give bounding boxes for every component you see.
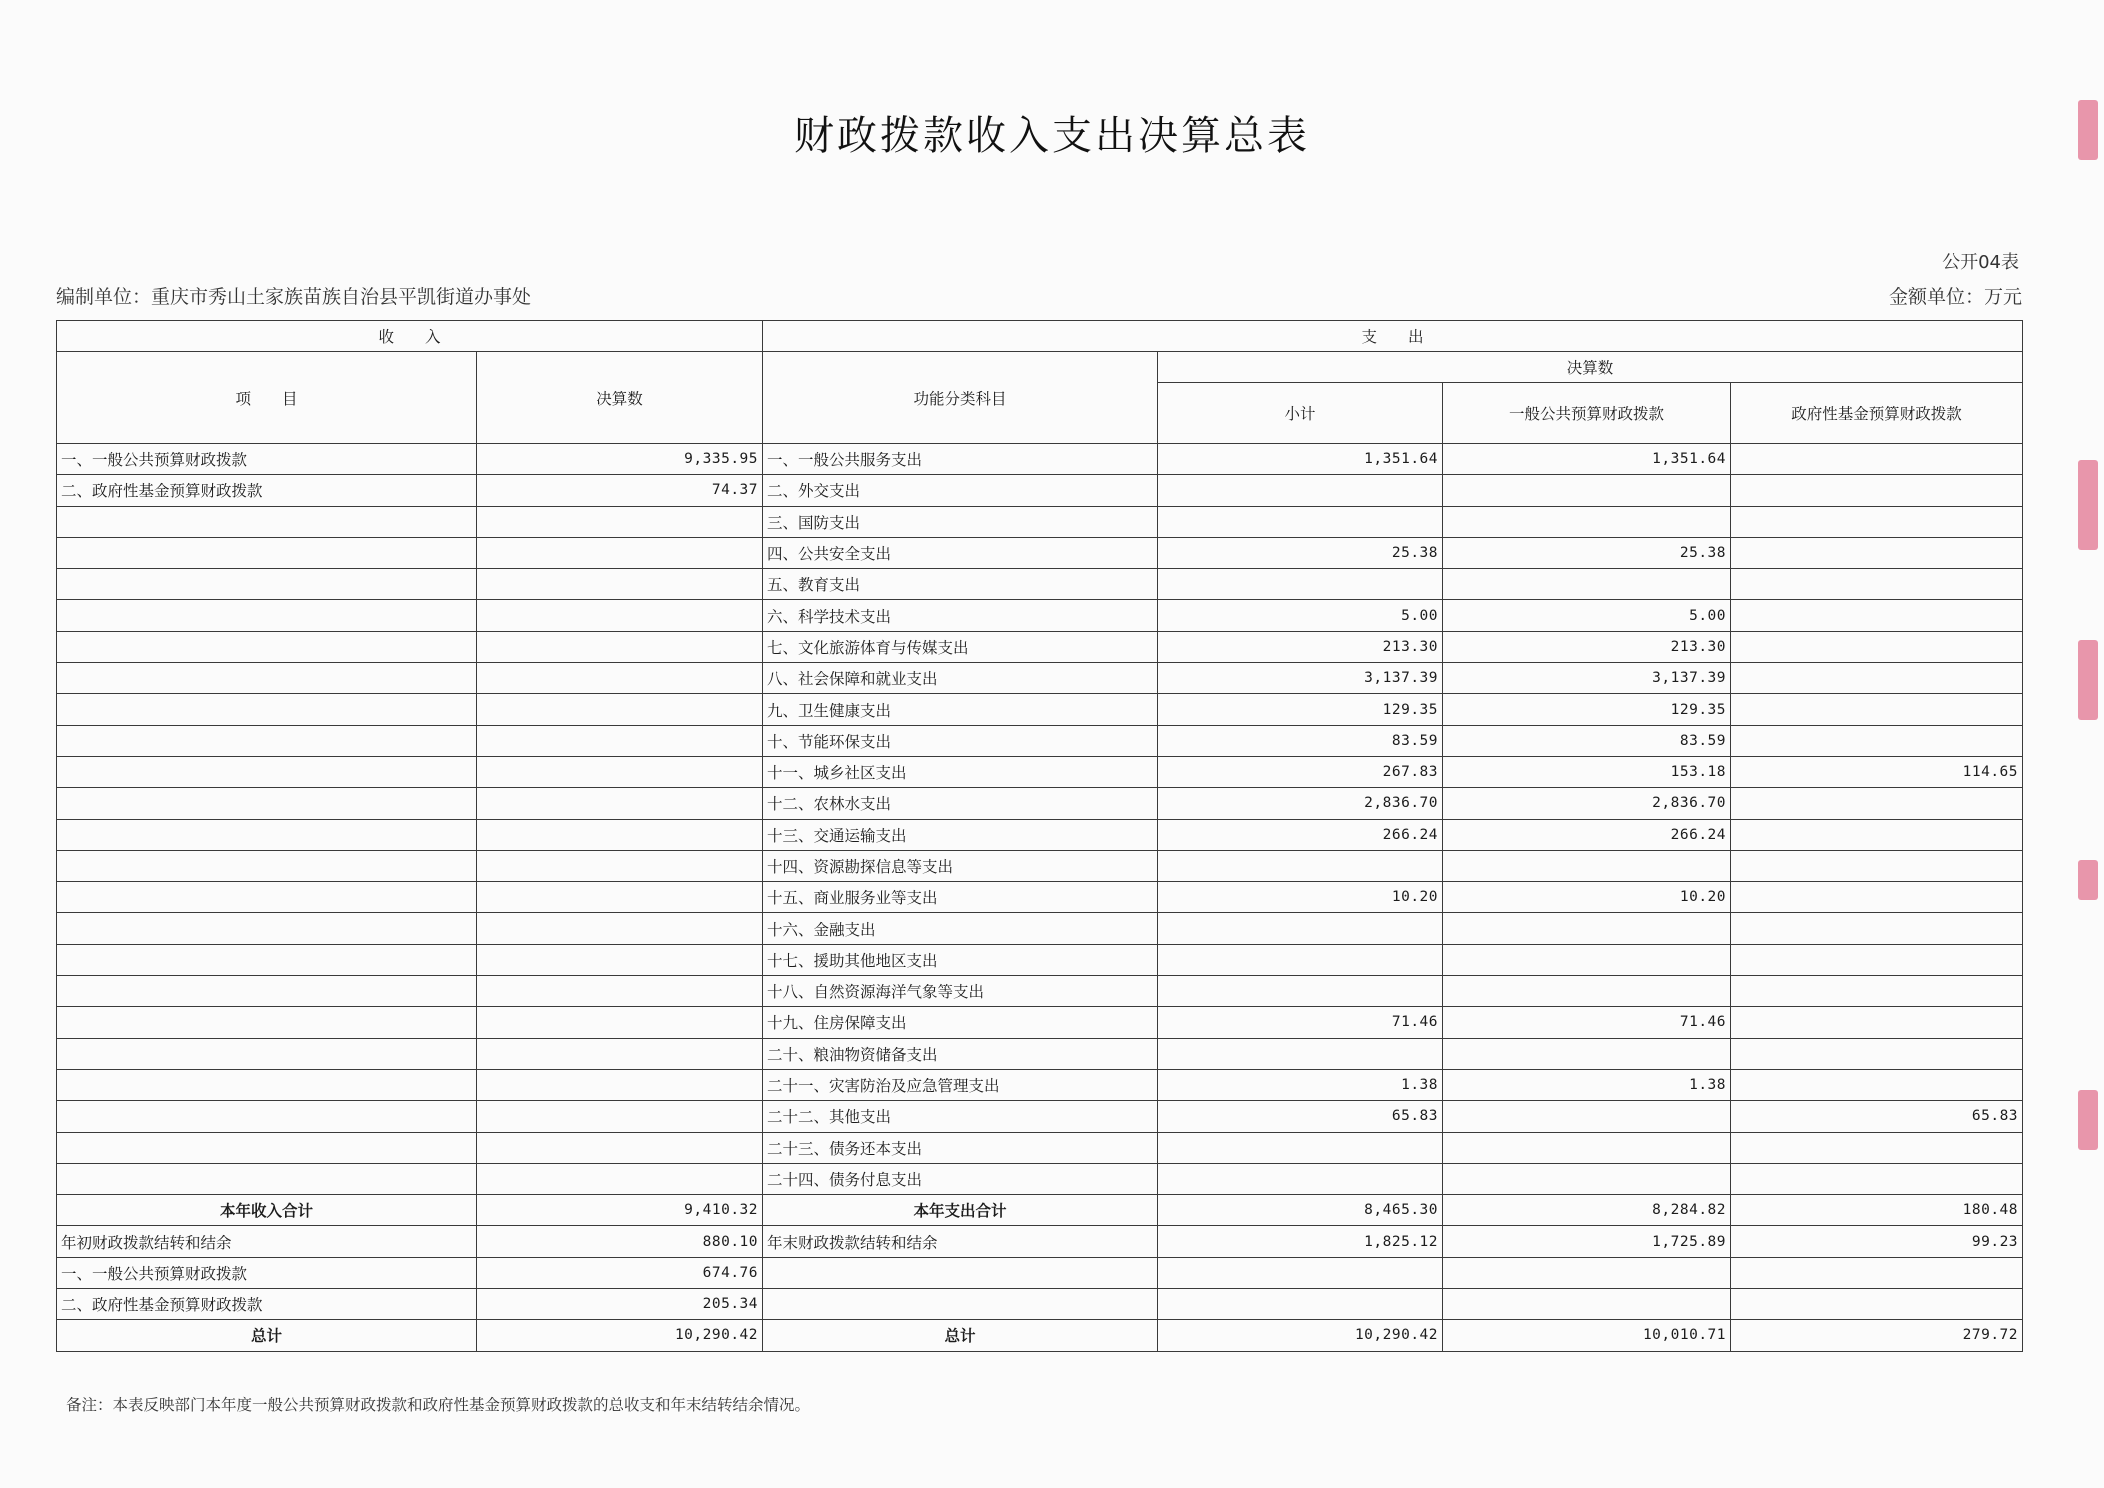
expense-item-cell: 二十二、其他支出 bbox=[763, 1101, 1158, 1132]
general-budget-cell: 5.00 bbox=[1443, 600, 1731, 631]
gov-fund-cell bbox=[1731, 569, 2023, 600]
general-budget-cell: 129.35 bbox=[1443, 694, 1731, 725]
general-budget-cell bbox=[1443, 1101, 1731, 1132]
income-value-cell bbox=[477, 1101, 763, 1132]
gov-fund-cell bbox=[1731, 1132, 2023, 1163]
income-value-cell bbox=[477, 976, 763, 1007]
income-item-cell bbox=[57, 1007, 477, 1038]
income-value-cell bbox=[477, 882, 763, 913]
subtotal-cell: 8,465.30 bbox=[1158, 1195, 1443, 1226]
income-item-cell: 一、一般公共预算财政拨款 bbox=[57, 1257, 477, 1288]
table-row bbox=[57, 850, 2023, 881]
income-value-cell bbox=[477, 506, 763, 537]
table-row bbox=[57, 1101, 2023, 1132]
general-budget-cell: 25.38 bbox=[1443, 537, 1731, 568]
income-item-cell bbox=[57, 663, 477, 694]
table-row bbox=[57, 788, 2023, 819]
income-item-cell bbox=[57, 882, 477, 913]
subtotal-cell bbox=[1158, 976, 1443, 1007]
income-value-cell bbox=[477, 913, 763, 944]
expense-item-cell: 二、外交支出 bbox=[763, 475, 1158, 506]
general-budget-cell bbox=[1443, 976, 1731, 1007]
subtotal-cell bbox=[1158, 506, 1443, 537]
gov-fund-cell bbox=[1731, 631, 2023, 662]
income-item-cell bbox=[57, 788, 477, 819]
general-budget-cell bbox=[1443, 1038, 1731, 1069]
stamp-mark bbox=[2078, 640, 2098, 720]
income-value-cell bbox=[477, 631, 763, 662]
general-budget-cell bbox=[1443, 1257, 1731, 1288]
gov-fund-cell bbox=[1731, 725, 2023, 756]
general-budget-cell: 8,284.82 bbox=[1443, 1195, 1731, 1226]
subtotal-cell: 10,290.42 bbox=[1158, 1320, 1443, 1351]
general-budget-cell: 213.30 bbox=[1443, 631, 1731, 662]
income-value-cell: 9,335.95 bbox=[477, 444, 763, 475]
subtotal-cell: 10.20 bbox=[1158, 882, 1443, 913]
footnote: 备注：本表反映部门本年度一般公共预算财政拨款和政府性基金预算财政拨款的总收支和年末结转结余情况。 bbox=[66, 1396, 811, 1414]
gov-fund-cell: 180.48 bbox=[1731, 1195, 2023, 1226]
income-item-cell: 年初财政拨款结转和结余 bbox=[57, 1226, 477, 1257]
gov-fund-cell bbox=[1731, 819, 2023, 850]
stamp-mark bbox=[2078, 460, 2098, 550]
expense-item-cell: 十一、城乡社区支出 bbox=[763, 756, 1158, 787]
income-value-cell: 10,290.42 bbox=[477, 1320, 763, 1351]
general-budget-cell: 1.38 bbox=[1443, 1069, 1731, 1100]
subtotal-cell: 65.83 bbox=[1158, 1101, 1443, 1132]
income-value-cell bbox=[477, 663, 763, 694]
subtotal-cell: 266.24 bbox=[1158, 819, 1443, 850]
income-item-cell bbox=[57, 1132, 477, 1163]
income-item-cell: 二、政府性基金预算财政拨款 bbox=[57, 1289, 477, 1320]
gov-fund-cell bbox=[1731, 850, 2023, 881]
table-row bbox=[57, 1226, 2023, 1257]
subtotal-cell: 2,836.70 bbox=[1158, 788, 1443, 819]
gov-fund-cell bbox=[1731, 600, 2023, 631]
income-item-cell bbox=[57, 1038, 477, 1069]
income-value-cell bbox=[477, 944, 763, 975]
gov-fund-cell bbox=[1731, 663, 2023, 694]
gov-fund-cell bbox=[1731, 913, 2023, 944]
subtotal-cell: 1,351.64 bbox=[1158, 444, 1443, 475]
amount-unit: 金额单位：万元 bbox=[1888, 286, 2022, 308]
subtotal-cell: 1.38 bbox=[1158, 1069, 1443, 1100]
final-amount-header: 决算数 bbox=[477, 352, 763, 444]
income-item-cell bbox=[57, 694, 477, 725]
income-value-cell bbox=[477, 1007, 763, 1038]
table-row bbox=[57, 944, 2023, 975]
table-row bbox=[57, 725, 2023, 756]
gov-fund-cell bbox=[1731, 1038, 2023, 1069]
gov-fund-cell bbox=[1731, 506, 2023, 537]
general-budget-cell: 153.18 bbox=[1443, 756, 1731, 787]
income-item-cell bbox=[57, 506, 477, 537]
general-budget-cell: 3,137.39 bbox=[1443, 663, 1731, 694]
total-row bbox=[57, 1195, 2023, 1226]
subtotal-cell bbox=[1158, 913, 1443, 944]
expense-item-cell: 三、国防支出 bbox=[763, 506, 1158, 537]
general-budget-cell: 83.59 bbox=[1443, 725, 1731, 756]
subtotal-cell: 5.00 bbox=[1158, 600, 1443, 631]
expense-item-cell: 十三、交通运输支出 bbox=[763, 819, 1158, 850]
income-value-cell: 9,410.32 bbox=[477, 1195, 763, 1226]
table-row bbox=[57, 1132, 2023, 1163]
subtotal-cell: 71.46 bbox=[1158, 1007, 1443, 1038]
income-value-cell bbox=[477, 694, 763, 725]
general-budget-header: 一般公共预算财政拨款 bbox=[1443, 383, 1731, 444]
income-item-cell bbox=[57, 725, 477, 756]
subtotal-cell bbox=[1158, 1257, 1443, 1288]
general-budget-cell bbox=[1443, 850, 1731, 881]
gov-fund-header: 政府性基金预算财政拨款 bbox=[1731, 383, 2023, 444]
expense-item-cell: 十九、住房保障支出 bbox=[763, 1007, 1158, 1038]
table-row bbox=[57, 694, 2023, 725]
expense-item-cell: 十四、资源勘探信息等支出 bbox=[763, 850, 1158, 881]
gov-fund-cell bbox=[1731, 537, 2023, 568]
subtotal-cell bbox=[1158, 1289, 1443, 1320]
expense-item-cell: 本年支出合计 bbox=[763, 1195, 1158, 1226]
income-value-cell bbox=[477, 1163, 763, 1194]
table-row bbox=[57, 1069, 2023, 1100]
table-row bbox=[57, 976, 2023, 1007]
table-row bbox=[57, 663, 2023, 694]
income-item-cell: 一、一般公共预算财政拨款 bbox=[57, 444, 477, 475]
general-budget-cell bbox=[1443, 913, 1731, 944]
gov-fund-cell bbox=[1731, 1289, 2023, 1320]
subtotal-cell: 3,137.39 bbox=[1158, 663, 1443, 694]
expense-item-cell: 七、文化旅游体育与传媒支出 bbox=[763, 631, 1158, 662]
expense-header: 支 出 bbox=[763, 321, 2023, 352]
income-item-cell bbox=[57, 756, 477, 787]
table-row bbox=[57, 819, 2023, 850]
table-row bbox=[57, 537, 2023, 568]
income-value-cell bbox=[477, 819, 763, 850]
income-item-cell bbox=[57, 1163, 477, 1194]
income-value-cell bbox=[477, 1069, 763, 1100]
expense-item-cell bbox=[763, 1257, 1158, 1288]
expense-item-cell: 六、科学技术支出 bbox=[763, 600, 1158, 631]
table-row bbox=[57, 444, 2023, 475]
expense-final-header: 决算数 bbox=[1158, 352, 2023, 383]
income-item-cell bbox=[57, 976, 477, 1007]
compiling-unit: 编制单位：重庆市秀山土家族苗族自治县平凯街道办事处 bbox=[56, 286, 532, 308]
expense-item-cell: 十、节能环保支出 bbox=[763, 725, 1158, 756]
income-value-cell bbox=[477, 756, 763, 787]
table-row bbox=[57, 913, 2023, 944]
general-budget-cell: 71.46 bbox=[1443, 1007, 1731, 1038]
gov-fund-cell bbox=[1731, 882, 2023, 913]
income-item-cell bbox=[57, 537, 477, 568]
expense-item-cell: 二十一、灾害防治及应急管理支出 bbox=[763, 1069, 1158, 1100]
subtotal-cell bbox=[1158, 1132, 1443, 1163]
income-item-cell bbox=[57, 631, 477, 662]
expense-item-cell: 九、卫生健康支出 bbox=[763, 694, 1158, 725]
table-row bbox=[57, 1038, 2023, 1069]
general-budget-cell: 2,836.70 bbox=[1443, 788, 1731, 819]
general-budget-cell: 10,010.71 bbox=[1443, 1320, 1731, 1351]
income-value-cell: 880.10 bbox=[477, 1226, 763, 1257]
income-value-cell bbox=[477, 725, 763, 756]
subtotal-cell: 1,825.12 bbox=[1158, 1226, 1443, 1257]
income-item-cell bbox=[57, 819, 477, 850]
subtotal-cell: 267.83 bbox=[1158, 756, 1443, 787]
general-budget-cell bbox=[1443, 1289, 1731, 1320]
table-row bbox=[57, 756, 2023, 787]
income-item-cell bbox=[57, 944, 477, 975]
general-budget-cell: 266.24 bbox=[1443, 819, 1731, 850]
subtotal-cell: 83.59 bbox=[1158, 725, 1443, 756]
gov-fund-cell: 99.23 bbox=[1731, 1226, 2023, 1257]
income-item-cell bbox=[57, 1069, 477, 1100]
subtotal-cell bbox=[1158, 850, 1443, 881]
income-item-cell bbox=[57, 569, 477, 600]
subtotal-header: 小计 bbox=[1158, 383, 1443, 444]
income-value-cell: 674.76 bbox=[477, 1257, 763, 1288]
stamp-mark bbox=[2078, 100, 2098, 160]
general-budget-cell bbox=[1443, 506, 1731, 537]
expense-item-cell: 五、教育支出 bbox=[763, 569, 1158, 600]
gov-fund-cell bbox=[1731, 444, 2023, 475]
table-row bbox=[57, 1257, 2023, 1288]
gov-fund-cell bbox=[1731, 694, 2023, 725]
income-value-cell: 205.34 bbox=[477, 1289, 763, 1320]
income-header: 收 入 bbox=[57, 321, 763, 352]
header-row-2 bbox=[57, 352, 2023, 383]
table-row bbox=[57, 600, 2023, 631]
income-value-cell bbox=[477, 600, 763, 631]
general-budget-cell bbox=[1443, 944, 1731, 975]
expense-item-cell: 年末财政拨款结转和结余 bbox=[763, 1226, 1158, 1257]
expense-item-cell: 总计 bbox=[763, 1320, 1158, 1351]
fiscal-appropriation-table bbox=[56, 320, 2023, 1352]
income-item-cell: 本年收入合计 bbox=[57, 1195, 477, 1226]
gov-fund-cell bbox=[1731, 944, 2023, 975]
general-budget-cell bbox=[1443, 475, 1731, 506]
income-value-cell: 74.37 bbox=[477, 475, 763, 506]
stamp-mark bbox=[2078, 1090, 2098, 1150]
table-row bbox=[57, 882, 2023, 913]
subtotal-cell bbox=[1158, 475, 1443, 506]
expense-item-cell bbox=[763, 1289, 1158, 1320]
income-value-cell bbox=[477, 1038, 763, 1069]
expense-item-cell: 二十四、债务付息支出 bbox=[763, 1163, 1158, 1194]
expense-item-cell: 十五、商业服务业等支出 bbox=[763, 882, 1158, 913]
general-budget-cell bbox=[1443, 569, 1731, 600]
gov-fund-cell bbox=[1731, 1007, 2023, 1038]
gov-fund-cell bbox=[1731, 976, 2023, 1007]
gov-fund-cell bbox=[1731, 1163, 2023, 1194]
gov-fund-cell: 114.65 bbox=[1731, 756, 2023, 787]
general-budget-cell: 1,725.89 bbox=[1443, 1226, 1731, 1257]
expense-item-cell: 十二、农林水支出 bbox=[763, 788, 1158, 819]
income-item-cell bbox=[57, 850, 477, 881]
form-code: 公开04表 bbox=[1942, 252, 2019, 273]
subtotal-cell bbox=[1158, 569, 1443, 600]
income-item-cell bbox=[57, 913, 477, 944]
item-header: 项 目 bbox=[57, 352, 477, 444]
expense-item-cell: 一、一般公共服务支出 bbox=[763, 444, 1158, 475]
page-title: 财政拨款收入支出决算总表 bbox=[794, 113, 1310, 159]
income-value-cell bbox=[477, 537, 763, 568]
expense-item-cell: 二十三、债务还本支出 bbox=[763, 1132, 1158, 1163]
income-value-cell bbox=[477, 1132, 763, 1163]
subtotal-cell bbox=[1158, 1163, 1443, 1194]
gov-fund-cell bbox=[1731, 1257, 2023, 1288]
general-budget-cell: 1,351.64 bbox=[1443, 444, 1731, 475]
general-budget-cell bbox=[1443, 1163, 1731, 1194]
table-row bbox=[57, 475, 2023, 506]
subtotal-cell: 213.30 bbox=[1158, 631, 1443, 662]
stamp-mark bbox=[2078, 860, 2098, 900]
function-subject-header: 功能分类科目 bbox=[763, 352, 1158, 444]
expense-item-cell: 十七、援助其他地区支出 bbox=[763, 944, 1158, 975]
income-item-cell: 二、政府性基金预算财政拨款 bbox=[57, 475, 477, 506]
header-row-1 bbox=[57, 321, 2023, 352]
table-row bbox=[57, 569, 2023, 600]
total-row bbox=[57, 1320, 2023, 1351]
gov-fund-cell: 65.83 bbox=[1731, 1101, 2023, 1132]
expense-item-cell: 二十、粮油物资储备支出 bbox=[763, 1038, 1158, 1069]
income-item-cell: 总计 bbox=[57, 1320, 477, 1351]
table-row bbox=[57, 506, 2023, 537]
expense-item-cell: 十八、自然资源海洋气象等支出 bbox=[763, 976, 1158, 1007]
table-row bbox=[57, 1007, 2023, 1038]
income-item-cell bbox=[57, 600, 477, 631]
subtotal-cell: 25.38 bbox=[1158, 537, 1443, 568]
expense-item-cell: 四、公共安全支出 bbox=[763, 537, 1158, 568]
gov-fund-cell: 279.72 bbox=[1731, 1320, 2023, 1351]
income-value-cell bbox=[477, 569, 763, 600]
table-row bbox=[57, 631, 2023, 662]
income-item-cell bbox=[57, 1101, 477, 1132]
gov-fund-cell bbox=[1731, 475, 2023, 506]
general-budget-cell: 10.20 bbox=[1443, 882, 1731, 913]
gov-fund-cell bbox=[1731, 1069, 2023, 1100]
subtotal-cell bbox=[1158, 944, 1443, 975]
expense-item-cell: 十六、金融支出 bbox=[763, 913, 1158, 944]
income-value-cell bbox=[477, 850, 763, 881]
general-budget-cell bbox=[1443, 1132, 1731, 1163]
expense-item-cell: 八、社会保障和就业支出 bbox=[763, 663, 1158, 694]
table-row bbox=[57, 1289, 2023, 1320]
subtotal-cell bbox=[1158, 1038, 1443, 1069]
subtotal-cell: 129.35 bbox=[1158, 694, 1443, 725]
income-value-cell bbox=[477, 788, 763, 819]
table-row bbox=[57, 1163, 2023, 1194]
gov-fund-cell bbox=[1731, 788, 2023, 819]
